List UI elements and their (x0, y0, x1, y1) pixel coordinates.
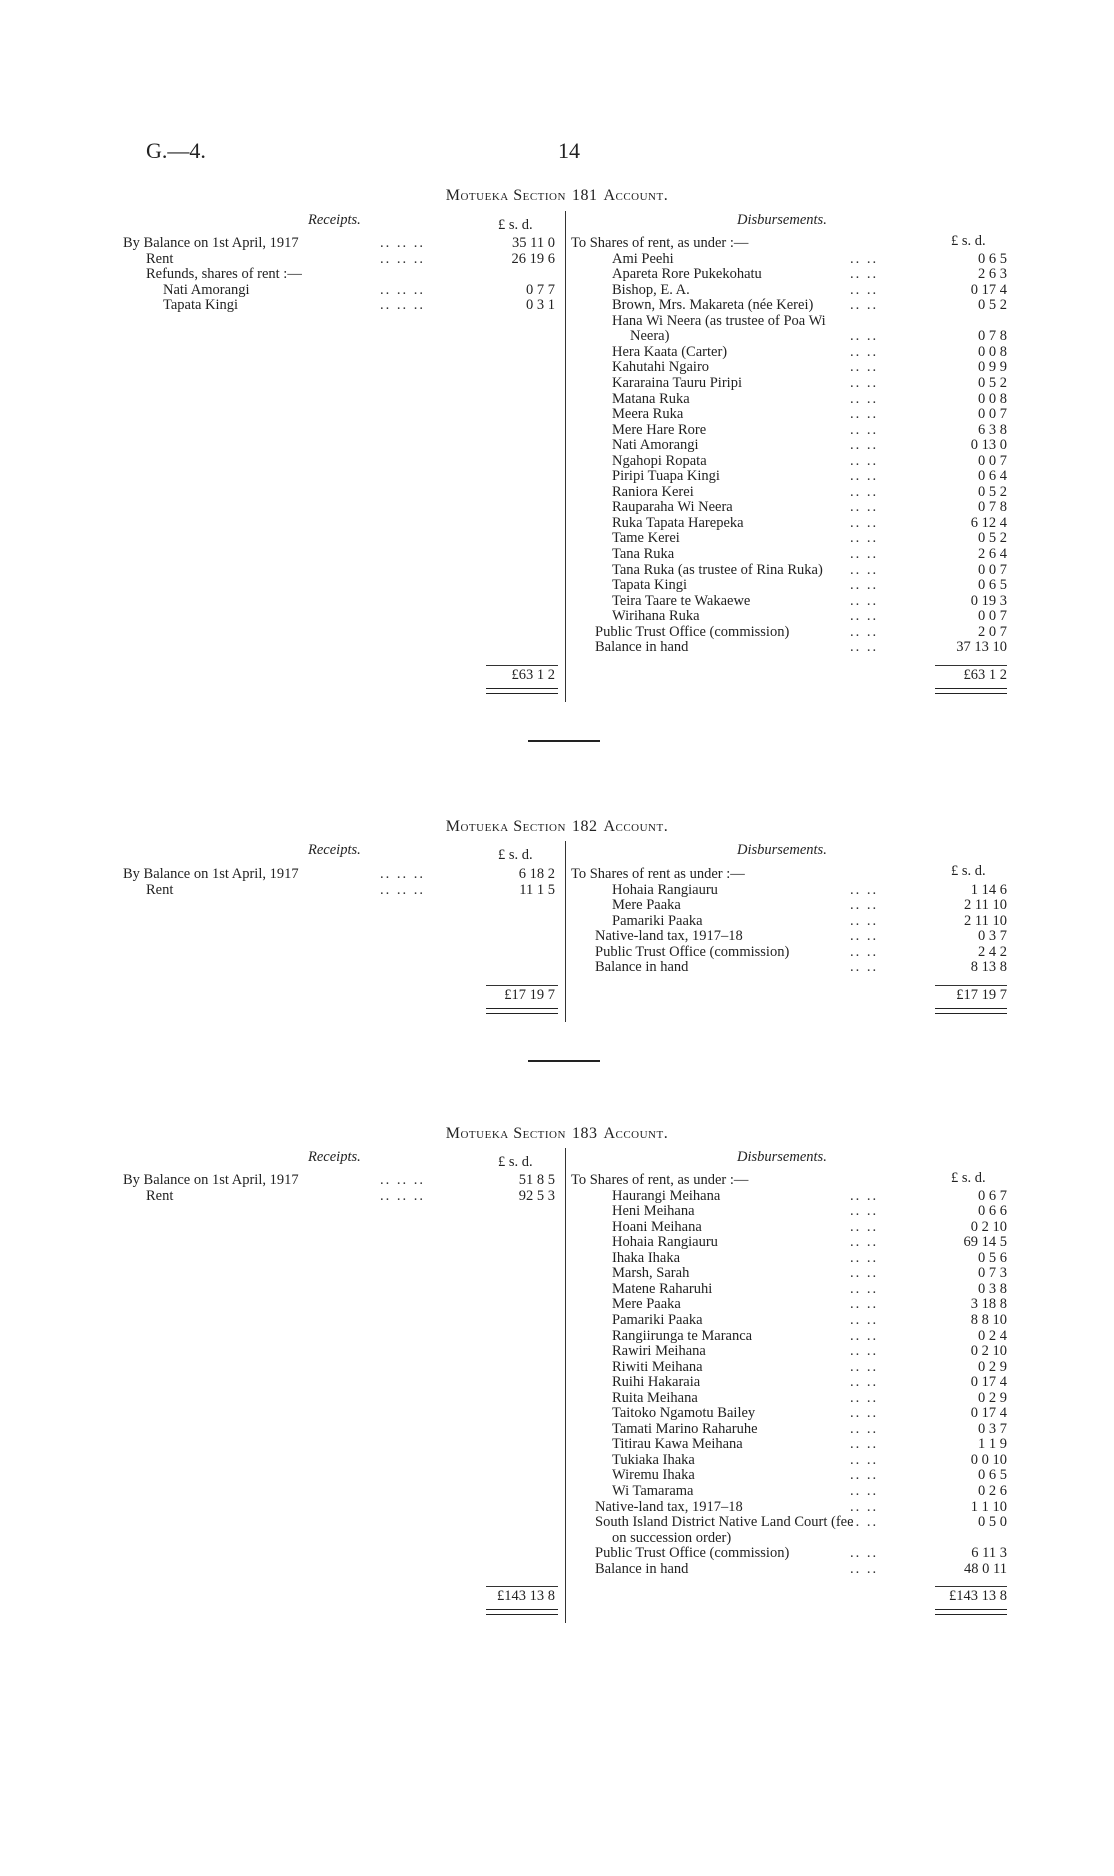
disbursement-line: Tana Ruka (as trustee of Rina Ruka) (612, 561, 823, 578)
receipts-heading: Receipts. (308, 842, 361, 858)
disbursement-amount: 0 7 8 (978, 499, 1007, 516)
leader-dots: .. .. .. (380, 281, 425, 298)
disbursements-total: £143 13 8 (949, 1588, 1007, 1605)
leader-dots: .. .. (850, 1498, 879, 1515)
leader-dots: .. .. (850, 390, 879, 407)
disbursement-line: Pamariki Paaka (612, 912, 703, 929)
disbursement-amount: 0 5 2 (978, 530, 1007, 547)
receipt-line: By Balance on 1st April, 1917 (123, 866, 299, 882)
receipt-line: Rent (146, 250, 174, 267)
disbursement-line: To Shares of rent, as under :— (571, 235, 749, 251)
leader-dots: .. .. (850, 608, 879, 625)
disbursement-amount: 0 2 10 (970, 1343, 1007, 1360)
leader-dots: .. .. (850, 881, 879, 898)
leader-dots: .. .. (850, 437, 879, 454)
receipt-line: Rent (146, 1187, 174, 1204)
disbursement-amount: 0 5 2 (978, 483, 1007, 500)
leader-dots: .. .. (850, 928, 879, 945)
disbursement-amount: 0 9 9 (978, 359, 1007, 376)
receipt-line: Tapata Kingi (163, 297, 239, 314)
disbursement-amount: 0 5 2 (978, 297, 1007, 314)
disbursement-line: Nati Amorangi (612, 437, 699, 454)
disbursement-amount: 0 2 10 (970, 1218, 1007, 1235)
leader-dots: .. .. (850, 639, 879, 656)
disbursement-line: Ihaka Ihaka (612, 1249, 681, 1266)
disbursement-line: Rauparaha Wi Neera (612, 499, 733, 516)
receipt-amount: 11 1 5 (519, 881, 555, 898)
receipts-currency-header: £ s. d. (498, 847, 533, 863)
disbursement-line: Ruihi Hakaraia (612, 1374, 701, 1391)
disbursement-line: Kahutahi Ngairo (612, 359, 710, 376)
disbursement-line: Native-land tax, 1917–18 (595, 1498, 743, 1515)
leader-dots: .. .. (850, 1467, 879, 1484)
disbursement-amount: 2 11 10 (964, 897, 1007, 914)
disbursement-amount: 0 0 7 (978, 406, 1007, 423)
leader-dots: .. .. (850, 546, 879, 562)
disbursement-line: Public Trust Office (commission) (595, 1545, 790, 1562)
disbursement-amount: 2 4 2 (978, 943, 1007, 960)
disbursements-heading: Disbursements. (737, 212, 827, 228)
disbursements-double-rule (935, 1008, 1007, 1014)
disbursement-amount: 8 8 10 (970, 1311, 1007, 1328)
disbursement-amount: 0 2 6 (978, 1483, 1007, 1499)
receipt-amount: 51 8 5 (518, 1172, 555, 1188)
leader-dots: .. .. (850, 1514, 879, 1531)
disbursement-amount: 0 0 7 (978, 608, 1007, 625)
disbursement-line: Public Trust Office (commission) (595, 943, 790, 960)
receipt-line: Rent (146, 881, 174, 898)
leader-dots: .. .. (850, 1405, 879, 1422)
leader-dots: .. .. (850, 266, 879, 283)
leader-dots: .. .. (850, 421, 879, 438)
disbursement-line: Ruita Meihana (612, 1389, 698, 1406)
disbursement-line: Raniora Kerei (612, 483, 694, 500)
disbursement-amount: 0 6 5 (978, 250, 1007, 267)
disbursement-amount: 0 6 5 (978, 1467, 1007, 1484)
disbursement-amount: 0 17 4 (970, 281, 1007, 298)
receipts-double-rule (486, 1008, 558, 1014)
leader-dots: .. .. (850, 297, 879, 314)
disbursement-amount: 0 2 9 (978, 1358, 1007, 1375)
disbursement-amount: 0 17 4 (970, 1405, 1007, 1422)
disbursement-line: Native-land tax, 1917–18 (595, 928, 743, 945)
disbursement-line: Teira Taare te Wakaewe (612, 592, 751, 609)
leader-dots: .. .. (850, 1327, 879, 1344)
disbursement-amount: 0 3 8 (978, 1280, 1007, 1297)
disbursement-amount: 0 0 7 (978, 452, 1007, 469)
disbursement-line: Bishop, E. A. (612, 281, 690, 298)
column-divider (565, 211, 566, 702)
leader-dots: .. .. (850, 281, 879, 298)
disbursement-line: Matene Raharuhi (612, 1280, 713, 1297)
disbursement-line: Public Trust Office (commission) (595, 623, 790, 640)
leader-dots: .. .. (850, 1234, 879, 1251)
disbursement-line: Mere Hare Rore (612, 421, 707, 438)
disbursement-amount: 0 0 8 (978, 343, 1007, 360)
account-title-suffix: Account. (603, 187, 669, 204)
disbursement-line: Neera) (630, 328, 670, 345)
receipts-double-rule (486, 688, 558, 694)
disbursement-amount: 6 11 3 (971, 1545, 1007, 1562)
disbursement-line: Balance in hand (595, 959, 689, 976)
disbursements-currency-header: £ s. d. (951, 863, 986, 879)
disbursement-amount: 0 17 4 (970, 1374, 1007, 1391)
page-number: 14 (558, 138, 580, 163)
leader-dots: .. .. (850, 499, 879, 516)
disbursement-amount: 0 6 6 (978, 1203, 1007, 1220)
disbursements-total-rule (935, 1586, 1007, 1587)
receipts-total: £17 19 7 (504, 986, 555, 1003)
leader-dots: .. .. (850, 1374, 879, 1391)
disbursement-line: Heni Meihana (612, 1203, 695, 1220)
leader-dots: .. .. (850, 359, 879, 376)
leader-dots: .. .. (850, 1296, 879, 1313)
leader-dots: .. .. (850, 1265, 879, 1282)
account-number: 183 (571, 1125, 598, 1142)
disbursement-line: To Shares of rent as under :— (571, 866, 745, 882)
disbursement-amount: 0 6 4 (978, 468, 1007, 485)
disbursement-amount: 6 12 4 (970, 514, 1007, 531)
disbursement-line: Mere Paaka (612, 897, 681, 914)
account-title-suffix: Account. (603, 818, 669, 835)
disbursement-amount: 2 11 10 (964, 912, 1007, 929)
disbursement-line: Hera Kaata (Carter) (612, 343, 728, 360)
leader-dots: .. .. (850, 1311, 879, 1328)
disbursements-currency-header: £ s. d. (951, 1170, 986, 1186)
disbursement-line: Matana Ruka (612, 390, 690, 407)
disbursement-line: Meera Ruka (612, 406, 684, 423)
disbursement-line: Balance in hand (595, 1560, 689, 1577)
section-separator (528, 740, 600, 742)
leader-dots: .. .. (850, 1249, 879, 1266)
disbursement-line: Apareta Rore Pukekohatu (612, 266, 762, 283)
disbursement-amount: 8 13 8 (970, 959, 1007, 976)
disbursement-line: Brown, Mrs. Makareta (née Kerei) (612, 297, 814, 314)
leader-dots: .. .. (850, 1420, 879, 1437)
account-number: 181 (571, 187, 598, 204)
leader-dots: .. .. (850, 897, 879, 914)
disbursements-double-rule (935, 1609, 1007, 1615)
disbursements-heading: Disbursements. (737, 842, 827, 858)
account-title-suffix: Account. (603, 1125, 669, 1142)
leader-dots: .. .. (850, 1187, 879, 1204)
disbursement-line: Balance in hand (595, 639, 689, 656)
disbursement-amount: 0 5 0 (978, 1514, 1007, 1531)
disbursement-amount: 1 1 10 (970, 1498, 1007, 1515)
leader-dots: .. .. (850, 514, 879, 531)
disbursement-amount: 0 19 3 (970, 592, 1007, 609)
disbursement-amount: 0 2 4 (978, 1327, 1007, 1344)
leader-dots: .. .. (850, 468, 879, 485)
disbursement-amount: 0 2 9 (978, 1389, 1007, 1406)
disbursement-line: Ngahopi Ropata (612, 452, 707, 469)
leader-dots: .. .. (850, 592, 879, 609)
receipt-line: Nati Amorangi (163, 281, 250, 298)
disbursement-line: Wiremu Ihaka (612, 1467, 695, 1484)
disbursement-line: Wirihana Ruka (612, 608, 700, 625)
leader-dots: .. .. (850, 343, 879, 360)
leader-dots: .. .. .. (380, 866, 425, 882)
disbursement-amount: 2 6 3 (978, 266, 1007, 283)
disbursement-line: To Shares of rent, as under :— (571, 1172, 749, 1188)
account-title-prefix: Motueka Section (445, 187, 566, 204)
disbursement-line: on succession order) (612, 1529, 732, 1546)
leader-dots: .. .. (850, 530, 879, 547)
leader-dots: .. .. (850, 1545, 879, 1562)
disbursement-amount: 0 0 8 (978, 390, 1007, 407)
receipts-total: £63 1 2 (511, 666, 555, 683)
leader-dots: .. .. (850, 1451, 879, 1468)
disbursement-amount: 3 18 8 (970, 1296, 1007, 1313)
disbursement-line: Tame Kerei (612, 530, 680, 547)
disbursement-amount: 2 0 7 (978, 623, 1007, 640)
leader-dots: .. .. .. (380, 881, 425, 898)
disbursement-amount: 6 3 8 (978, 421, 1007, 438)
column-divider (565, 1148, 566, 1623)
leader-dots: .. .. (850, 1389, 879, 1406)
receipt-amount: 0 7 7 (526, 281, 555, 298)
disbursement-line: Taitoko Ngamotu Bailey (612, 1405, 756, 1422)
disbursement-amount: 69 14 5 (963, 1234, 1007, 1251)
leader-dots: .. .. .. (380, 1187, 425, 1204)
leader-dots: .. .. .. (380, 1172, 425, 1188)
leader-dots: .. .. (850, 328, 879, 345)
leader-dots: .. .. .. (380, 250, 425, 267)
disbursement-amount: 37 13 10 (956, 639, 1007, 656)
disbursement-amount: 0 0 7 (978, 561, 1007, 578)
column-divider (565, 841, 566, 1022)
leader-dots: .. .. (850, 1560, 879, 1577)
disbursement-line: Tapata Kingi (612, 577, 688, 594)
leader-dots: .. .. (850, 1203, 879, 1220)
leader-dots: .. .. (850, 374, 879, 391)
receipt-line: Refunds, shares of rent :— (146, 266, 302, 283)
disbursement-line: Haurangi Meihana (612, 1187, 721, 1204)
receipt-line: By Balance on 1st April, 1917 (123, 1172, 299, 1188)
receipts-currency-header: £ s. d. (498, 1154, 533, 1170)
receipts-double-rule (486, 1609, 558, 1615)
disbursements-heading: Disbursements. (737, 1149, 827, 1165)
document-reference: G.—4. (146, 138, 206, 163)
leader-dots: .. .. (850, 483, 879, 500)
receipt-line: By Balance on 1st April, 1917 (123, 235, 299, 251)
leader-dots: .. .. (850, 250, 879, 267)
account-title (0, 818, 1114, 836)
disbursement-amount: 0 6 5 (978, 577, 1007, 594)
account-title-prefix: Motueka Section (445, 818, 566, 835)
receipt-amount: 35 11 0 (512, 235, 555, 251)
disbursement-amount: 0 5 2 (978, 374, 1007, 391)
disbursement-amount: 0 7 8 (978, 328, 1007, 345)
receipt-amount: 92 5 3 (518, 1187, 555, 1204)
disbursement-line: Hoani Meihana (612, 1218, 702, 1235)
receipts-heading: Receipts. (308, 212, 361, 228)
receipts-currency-header: £ s. d. (498, 217, 533, 233)
disbursement-amount: 1 14 6 (970, 881, 1007, 898)
receipts-total-rule (486, 985, 558, 986)
leader-dots: .. .. (850, 1436, 879, 1453)
leader-dots: .. .. (850, 452, 879, 469)
account-number: 182 (571, 818, 598, 835)
leader-dots: .. .. (850, 561, 879, 578)
disbursement-amount: 1 1 9 (978, 1436, 1007, 1453)
disbursement-line: Pamariki Paaka (612, 1311, 703, 1328)
leader-dots: .. .. .. (380, 297, 425, 314)
disbursement-line: Kararaina Tauru Piripi (612, 374, 742, 391)
disbursements-total-rule (935, 665, 1007, 666)
account-title (0, 187, 1114, 205)
leader-dots: .. .. (850, 943, 879, 960)
disbursement-amount: 0 7 3 (978, 1265, 1007, 1282)
disbursement-amount: 0 0 10 (970, 1451, 1007, 1468)
leader-dots: .. .. (850, 959, 879, 976)
disbursement-amount: 0 3 7 (978, 928, 1007, 945)
leader-dots: .. .. (850, 1218, 879, 1235)
leader-dots: .. .. (850, 623, 879, 640)
receipt-amount: 0 3 1 (526, 297, 555, 314)
disbursements-currency-header: £ s. d. (951, 233, 986, 249)
disbursement-line: Wi Tamarama (612, 1483, 694, 1499)
disbursement-line: Marsh, Sarah (612, 1265, 690, 1282)
disbursement-line: Hohaia Rangiauru (612, 1234, 718, 1251)
leader-dots: .. .. (850, 1483, 879, 1499)
disbursement-amount: 0 3 7 (978, 1420, 1007, 1437)
disbursement-line: Ami Peehi (612, 250, 674, 267)
receipt-amount: 6 18 2 (518, 866, 555, 882)
receipts-total: £143 13 8 (497, 1588, 555, 1605)
leader-dots: .. .. .. (380, 235, 425, 251)
disbursement-amount: 0 5 6 (978, 1249, 1007, 1266)
section-separator (528, 1060, 600, 1062)
disbursement-line: Mere Paaka (612, 1296, 681, 1313)
receipts-total-rule (486, 665, 558, 666)
disbursement-line: Hohaia Rangiauru (612, 881, 718, 898)
receipts-total-rule (486, 1586, 558, 1587)
disbursement-line: Tana Ruka (612, 546, 675, 562)
disbursement-line: Rangiirunga te Maranca (612, 1327, 753, 1344)
leader-dots: .. .. (850, 1358, 879, 1375)
disbursement-line: Tukiaka Ihaka (612, 1451, 695, 1468)
disbursement-line: Piripi Tuapa Kingi (612, 468, 720, 485)
disbursement-line: Rawiri Meihana (612, 1343, 706, 1360)
disbursement-line: Titirau Kawa Meihana (612, 1436, 743, 1453)
disbursements-total-rule (935, 985, 1007, 986)
leader-dots: .. .. (850, 1343, 879, 1360)
disbursement-line: Riwiti Meihana (612, 1358, 703, 1375)
disbursement-line: Tamati Marino Raharuhe (612, 1420, 758, 1437)
leader-dots: .. .. (850, 1280, 879, 1297)
disbursement-amount: 48 0 11 (964, 1560, 1007, 1577)
disbursements-total: £63 1 2 (963, 666, 1007, 683)
receipts-heading: Receipts. (308, 1149, 361, 1165)
account-title-prefix: Motueka Section (445, 1125, 566, 1142)
disbursement-amount: 2 6 4 (978, 546, 1007, 562)
disbursements-double-rule (935, 688, 1007, 694)
disbursement-line: Ruka Tapata Harepeka (612, 514, 744, 531)
disbursement-line: Hana Wi Neera (as trustee of Poa Wi (612, 312, 826, 329)
receipt-amount: 26 19 6 (511, 250, 555, 267)
disbursements-total: £17 19 7 (956, 986, 1007, 1003)
account-title (0, 1125, 1114, 1143)
leader-dots: .. .. (850, 577, 879, 594)
leader-dots: .. .. (850, 912, 879, 929)
disbursement-line: South Island District Native Land Court (fee (595, 1514, 854, 1531)
disbursement-amount: 0 6 7 (978, 1187, 1007, 1204)
disbursement-amount: 0 13 0 (970, 437, 1007, 454)
leader-dots: .. .. (850, 406, 879, 423)
